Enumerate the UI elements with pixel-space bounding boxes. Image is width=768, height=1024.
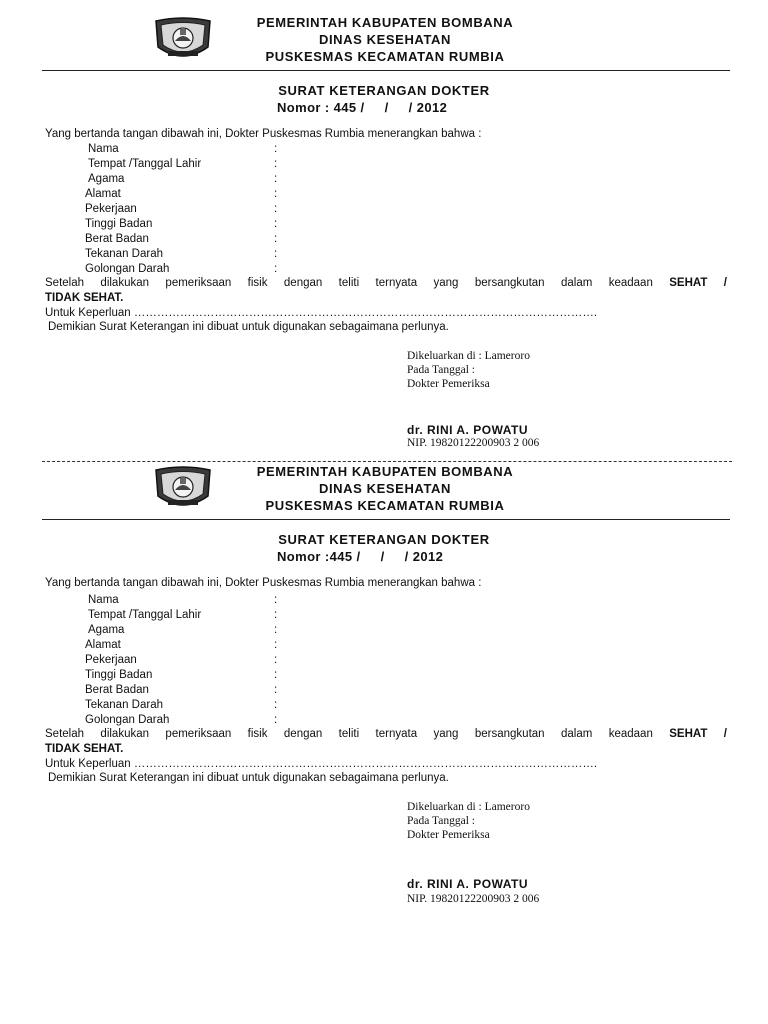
field-colon: : [274, 188, 278, 200]
statement-line [45, 728, 727, 740]
examiner-label: Dokter Pemeriksa [407, 378, 490, 390]
intro-text: Yang bertanda tangan dibawah ini, Dokter Puskesmas Rumbia menerangkan bahwa : [45, 128, 482, 140]
letter-number: Nomor :445 / / / 2012 [277, 549, 444, 564]
field-label-alamat: Alamat [85, 639, 121, 651]
field-label-agama: Agama [88, 624, 125, 636]
field-label-nama: Nama [88, 143, 119, 155]
keperluan-line: Untuk Keperluan …………………………………………………………………………………………………………. [45, 758, 598, 770]
field-label-berat: Berat Badan [85, 684, 149, 696]
closing-text: Demikian Surat Keterangan ini dibuat untuk digunakan sebagaimana perlunya. [48, 321, 449, 333]
field-colon: : [274, 594, 278, 606]
field-colon: : [274, 233, 278, 245]
header-rule [42, 70, 730, 71]
field-label-agama: Agama [88, 173, 125, 185]
regency-crest-logo-icon [154, 466, 212, 510]
field-colon: : [274, 248, 278, 260]
issued-date: Pada Tanggal : [407, 364, 475, 376]
field-colon: : [274, 203, 278, 215]
field-label-tekanan: Tekanan Darah [85, 248, 163, 260]
issued-at: Dikeluarkan di : Lameroro [407, 801, 530, 813]
keperluan-line: Untuk Keperluan …………………………………………………………………………………………………………. [45, 307, 598, 319]
doctor-name: dr. RINI A. POWATU [407, 877, 529, 891]
doctor-nip: NIP. 19820122200903 2 006 [407, 437, 540, 449]
field-label-golongan: Golongan Darah [85, 714, 170, 726]
tidak-sehat-option: TIDAK SEHAT. [45, 292, 124, 304]
field-label-tekanan: Tekanan Darah [85, 699, 163, 711]
header-line-3: PUSKESMAS KECAMATAN RUMBIA [265, 498, 505, 513]
field-label-berat: Berat Badan [85, 233, 149, 245]
field-label-alamat: Alamat [85, 188, 121, 200]
header-line-1: PEMERINTAH KABUPATEN BOMBANA [256, 15, 514, 30]
statement-line [45, 277, 727, 289]
header-rule [42, 519, 730, 520]
statement-text: Setelah dilakukan pemeriksaan fisik dengan teliti ternyata yang bersangkutan dalam keadaan [45, 277, 653, 289]
sehat-option: SEHAT / [669, 728, 727, 740]
field-colon: : [274, 143, 278, 155]
field-colon: : [274, 624, 278, 636]
field-label-nama: Nama [88, 594, 119, 606]
field-label-tinggi: Tinggi Badan [85, 669, 153, 681]
statement-text: Setelah dilakukan pemeriksaan fisik dengan teliti ternyata yang bersangkutan dalam keadaan [45, 728, 653, 740]
field-colon: : [274, 669, 278, 681]
field-colon: : [274, 173, 278, 185]
field-label-ttl: Tempat /Tanggal Lahir [88, 158, 202, 170]
examiner-label: Dokter Pemeriksa [407, 829, 490, 841]
field-colon: : [274, 684, 278, 696]
issued-date: Pada Tanggal : [407, 815, 475, 827]
doctor-nip: NIP. 19820122200903 2 006 [407, 893, 540, 905]
field-colon: : [274, 639, 278, 651]
field-colon: : [274, 609, 278, 621]
field-label-golongan: Golongan Darah [85, 263, 170, 275]
header-line-1: PEMERINTAH KABUPATEN BOMBANA [256, 464, 514, 479]
field-label-pekerjaan: Pekerjaan [85, 203, 137, 215]
letter-title: SURAT KETERANGAN DOKTER [278, 532, 490, 547]
letter-1 [0, 0, 768, 460]
field-label-tinggi: Tinggi Badan [85, 218, 153, 230]
field-label-ttl: Tempat /Tanggal Lahir [88, 609, 202, 621]
closing-text: Demikian Surat Keterangan ini dibuat untuk digunakan sebagaimana perlunya. [48, 772, 449, 784]
field-label-pekerjaan: Pekerjaan [85, 654, 137, 666]
tidak-sehat-option: TIDAK SEHAT. [45, 743, 124, 755]
field-colon: : [274, 158, 278, 170]
letter-number: Nomor : 445 / / / 2012 [277, 100, 448, 115]
field-colon: : [274, 699, 278, 711]
intro-text: Yang bertanda tangan dibawah ini, Dokter Puskesmas Rumbia menerangkan bahwa : [45, 577, 482, 589]
issued-at: Dikeluarkan di : Lameroro [407, 350, 530, 362]
field-colon: : [274, 654, 278, 666]
doctor-name: dr. RINI A. POWATU [407, 423, 529, 437]
regency-crest-logo-icon [154, 17, 212, 61]
field-colon: : [274, 714, 278, 726]
field-colon: : [274, 218, 278, 230]
letter-title: SURAT KETERANGAN DOKTER [278, 83, 490, 98]
field-colon: : [274, 263, 278, 275]
header-line-2: DINAS KESEHATAN [318, 32, 452, 47]
letter-2 [0, 449, 768, 909]
header-line-3: PUSKESMAS KECAMATAN RUMBIA [265, 49, 505, 64]
sehat-option: SEHAT / [669, 277, 727, 289]
header-line-2: DINAS KESEHATAN [318, 481, 452, 496]
